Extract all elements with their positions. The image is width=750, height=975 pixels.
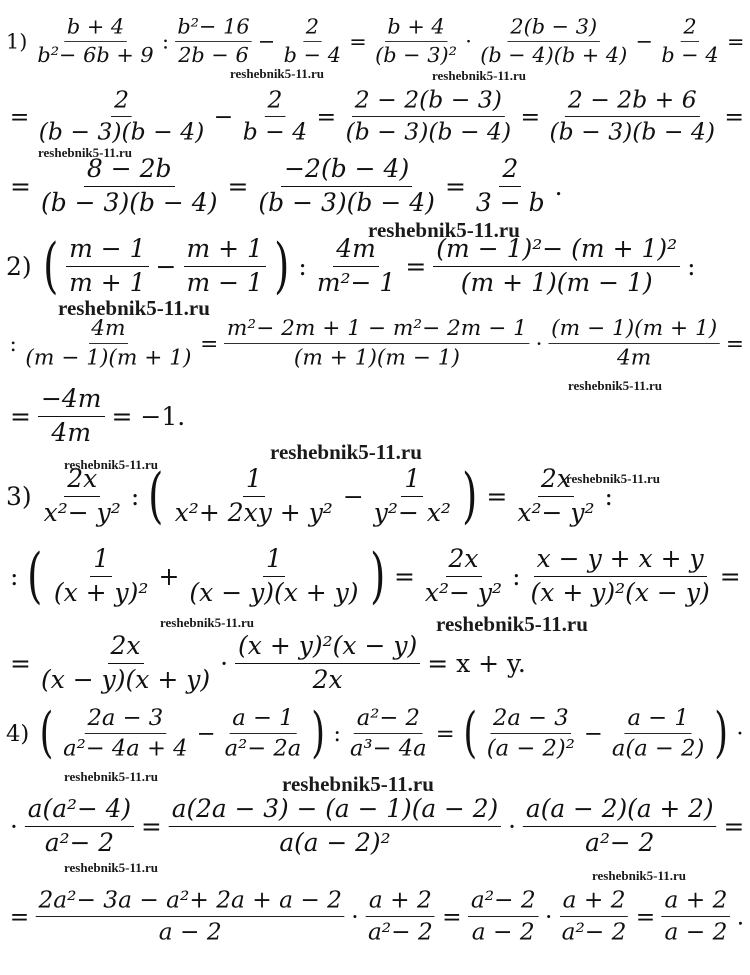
fraction xyxy=(422,545,505,608)
operator: = x + y. xyxy=(427,648,526,678)
fraction xyxy=(659,15,721,67)
problem-number: 1) xyxy=(6,29,28,54)
watermark: reshebnik5-11.ru xyxy=(432,68,527,83)
fraction-denominator: a²− 2 xyxy=(561,917,627,945)
fraction-numerator: a + 2 xyxy=(560,887,628,917)
operator: : xyxy=(9,330,17,356)
fraction-numerator: 2x xyxy=(446,545,482,577)
fraction-denominator: a − 2 xyxy=(471,917,535,945)
watermark: reshebnik5-11.ru xyxy=(38,145,133,160)
fraction-numerator: (x + y)²(x − y) xyxy=(235,632,420,664)
fraction xyxy=(184,235,266,298)
fraction-denominator: x²− y² xyxy=(517,497,595,527)
fraction-numerator: −4m xyxy=(38,385,105,417)
watermark: reshebnik5-11.ru xyxy=(592,868,687,883)
fraction-denominator: a²− 2a xyxy=(224,734,302,761)
fraction xyxy=(169,795,501,857)
fraction-numerator: 2 xyxy=(499,155,521,187)
solution-4-line-2 xyxy=(6,794,745,857)
fraction xyxy=(25,795,134,857)
fraction-numerator: 2 xyxy=(681,15,699,41)
operator: : xyxy=(512,561,521,591)
fraction-denominator: (b − 3)² xyxy=(375,42,457,67)
fraction-numerator: a²− 2 xyxy=(468,887,538,917)
fraction xyxy=(38,385,105,448)
fraction-denominator: (x − y)(x + y) xyxy=(189,577,359,607)
fraction-numerator: a(2a − 3) − (a − 1)(a − 2) xyxy=(169,795,501,826)
fraction-denominator: x²− y² xyxy=(43,497,121,527)
operator: . xyxy=(736,902,745,930)
operator: − xyxy=(635,29,654,54)
parenthesis: ( xyxy=(27,541,43,612)
fraction xyxy=(35,15,156,67)
fraction-denominator: 4m xyxy=(51,417,92,447)
problem-number: 3) xyxy=(6,481,32,511)
fraction-denominator: a(a − 2) xyxy=(611,734,705,761)
operator: − xyxy=(155,251,177,281)
fraction xyxy=(468,887,538,945)
parenthesis: ( xyxy=(462,701,477,765)
fraction xyxy=(255,155,438,218)
fraction-numerator: 2 − 2(b − 3) xyxy=(352,87,505,117)
watermark: reshebnik5-11.ru xyxy=(436,612,588,636)
fraction-numerator: a − 1 xyxy=(625,705,692,734)
operator: : xyxy=(687,251,696,281)
fraction-numerator: (m − 1)(m + 1) xyxy=(549,316,720,343)
fraction xyxy=(478,15,630,67)
operator: · xyxy=(508,811,516,841)
fraction-denominator: a²− 2 xyxy=(585,827,655,857)
operator: · xyxy=(9,811,18,841)
watermark: reshebnik5-11.ru xyxy=(160,615,255,630)
parenthesis: ) xyxy=(274,231,290,302)
fraction xyxy=(36,87,207,146)
operator: . xyxy=(554,171,563,201)
operator: + xyxy=(158,561,180,591)
operator: = xyxy=(444,171,466,201)
fraction-numerator: a − 1 xyxy=(230,705,297,734)
fraction-denominator: (x − y)(x + y) xyxy=(40,664,211,694)
fraction xyxy=(609,705,707,762)
fraction xyxy=(240,87,310,146)
fraction xyxy=(373,15,460,67)
operator: − xyxy=(213,102,234,130)
fraction xyxy=(371,465,454,528)
fraction-denominator: 2x xyxy=(312,664,343,694)
fraction-numerator: 1 xyxy=(243,465,265,497)
fraction-numerator: x − y + x + y xyxy=(534,545,707,577)
fraction xyxy=(38,155,221,218)
fraction-denominator: (b − 3)(b − 4) xyxy=(258,187,435,217)
fraction-numerator: 2a − 3 xyxy=(490,705,571,734)
fraction-denominator: a²− 2 xyxy=(44,827,115,857)
fraction xyxy=(175,15,252,67)
fraction xyxy=(224,316,529,370)
fraction-denominator: (b − 4)(b + 4) xyxy=(480,42,628,67)
fraction-denominator: (m + 1)(m − 1) xyxy=(293,344,460,370)
problem-number: 4) xyxy=(6,720,30,747)
fraction-denominator: x²− y² xyxy=(424,577,503,607)
fraction-denominator: x²+ 2xy + y² xyxy=(174,497,333,527)
fraction xyxy=(484,705,577,762)
fraction-numerator: 2a²− 3a − a²+ 2a + a − 2 xyxy=(36,887,345,917)
fraction-numerator: a(a − 2)(a + 2) xyxy=(523,795,717,826)
fraction-numerator: 2 xyxy=(303,15,321,41)
solution-2-line-1 xyxy=(6,231,744,302)
operator: = −1. xyxy=(111,401,186,431)
fraction-denominator: b − 4 xyxy=(283,42,341,67)
fraction-numerator: (m − 1)²− (m + 1)² xyxy=(433,235,680,267)
fraction-denominator: m − 1 xyxy=(186,267,263,297)
parenthesis: ( xyxy=(148,461,164,532)
fraction-numerator: 2(b − 3) xyxy=(508,15,600,41)
fraction-numerator: 2x xyxy=(64,465,100,497)
fraction xyxy=(365,887,435,945)
watermark: reshebnik5-11.ru xyxy=(64,457,159,472)
fraction-numerator: 2a − 3 xyxy=(85,705,166,734)
parenthesis: ) xyxy=(714,701,729,765)
parenthesis: ) xyxy=(311,701,326,765)
fraction-numerator: −2(b − 4) xyxy=(281,155,412,187)
watermark: reshebnik5-11.ru xyxy=(368,218,520,242)
fraction xyxy=(559,887,629,945)
fraction xyxy=(186,545,361,608)
operator: = xyxy=(435,720,455,747)
operator: = xyxy=(200,330,219,356)
operator: = xyxy=(520,102,541,130)
operator: : xyxy=(10,561,19,591)
fraction-denominator: y²− x² xyxy=(373,497,451,527)
fraction xyxy=(172,465,336,528)
fraction-denominator: (x + y)²(x − y) xyxy=(530,577,710,607)
fraction-numerator: 8 − 2b xyxy=(84,155,175,187)
fraction-numerator: 2 xyxy=(111,87,132,117)
fraction-denominator: a(a − 2)² xyxy=(279,827,391,857)
fraction-denominator: a²− 4a + 4 xyxy=(63,734,188,761)
operator: : xyxy=(298,251,307,281)
fraction-denominator: b²− 6b + 9 xyxy=(37,42,154,67)
solution-2-line-3 xyxy=(6,385,744,448)
solution-1-line-2 xyxy=(6,86,745,146)
operator: = xyxy=(719,561,741,591)
operator: = xyxy=(10,171,31,201)
operator: = xyxy=(725,330,744,356)
fraction xyxy=(36,887,345,945)
fraction xyxy=(343,87,514,146)
fraction-numerator: a²− 2 xyxy=(354,705,423,734)
parenthesis: ) xyxy=(369,541,385,612)
fraction-numerator: 4m xyxy=(333,235,379,267)
fraction xyxy=(549,316,720,370)
fraction-denominator: (x + y)² xyxy=(53,577,149,607)
fraction-denominator: m²− 1 xyxy=(316,267,396,297)
fraction-numerator: b²− 16 xyxy=(175,15,252,41)
operator: · xyxy=(465,29,472,54)
fraction xyxy=(38,632,213,695)
fraction xyxy=(66,235,148,298)
fraction-numerator: 1 xyxy=(263,545,285,577)
fraction-denominator: (m + 1)(m − 1) xyxy=(460,267,653,297)
fraction-numerator: b + 4 xyxy=(385,15,447,41)
fraction-numerator: 4m xyxy=(89,316,128,343)
fraction-denominator: (b − 3)(b − 4) xyxy=(38,117,205,145)
operator: = xyxy=(10,401,31,431)
operator: · xyxy=(220,648,229,678)
problem-number: 2) xyxy=(6,251,32,281)
watermark: reshebnik5-11.ru xyxy=(270,440,422,464)
fraction xyxy=(473,155,548,218)
operator: · xyxy=(351,902,359,930)
fraction-numerator: 1 xyxy=(401,465,423,497)
fraction-numerator: m²− 2m + 1 − m²− 2m − 1 xyxy=(224,316,529,343)
solution-3-line-3 xyxy=(6,632,744,695)
fraction-denominator: 4m xyxy=(617,344,652,370)
parenthesis: ) xyxy=(462,461,478,532)
operator: : xyxy=(604,481,613,511)
watermark: reshebnik5-11.ru xyxy=(230,66,325,81)
operator: = xyxy=(9,102,30,130)
fraction xyxy=(433,235,680,298)
solution-4-line-3 xyxy=(6,886,745,945)
parenthesis: ( xyxy=(39,701,54,765)
fraction-denominator: a²− 2 xyxy=(367,917,433,945)
fraction xyxy=(281,15,343,67)
operator: = xyxy=(140,811,162,841)
fraction-numerator: 2x xyxy=(538,465,574,497)
watermark: reshebnik5-11.ru xyxy=(568,378,663,393)
operator: · xyxy=(736,720,744,747)
operator: = xyxy=(227,171,249,201)
watermark: reshebnik5-11.ru xyxy=(566,471,661,486)
operator: = xyxy=(10,648,31,678)
fraction xyxy=(523,795,717,857)
fraction xyxy=(547,87,718,146)
operator: − xyxy=(583,720,603,747)
fraction xyxy=(662,887,730,945)
operator: = xyxy=(486,481,508,511)
fraction xyxy=(41,465,124,528)
operator: = xyxy=(726,29,745,54)
fraction xyxy=(235,632,420,695)
fraction-numerator: a(a²− 4) xyxy=(25,795,134,826)
fraction-denominator: (b − 3)(b − 4) xyxy=(549,117,716,145)
fraction xyxy=(23,316,194,370)
operator: − xyxy=(196,720,216,747)
operator: = xyxy=(724,102,745,130)
operator: : xyxy=(161,29,169,54)
fraction-numerator: a + 2 xyxy=(366,887,434,917)
operator: − xyxy=(342,481,364,511)
fraction-numerator: 2x xyxy=(108,632,144,664)
fraction-numerator: m − 1 xyxy=(66,235,148,267)
fraction-numerator: 1 xyxy=(90,545,112,577)
solution-3-line-2 xyxy=(6,541,744,612)
fraction xyxy=(347,705,429,762)
fraction-numerator: 2 xyxy=(265,87,286,117)
fraction-denominator: b − 4 xyxy=(242,117,308,145)
solution-1-line-3 xyxy=(6,155,744,218)
fraction xyxy=(528,545,713,608)
operator: = xyxy=(405,251,427,281)
operator: = xyxy=(349,29,367,54)
operator: = xyxy=(635,902,656,930)
fraction xyxy=(51,545,152,608)
fraction xyxy=(222,705,304,762)
operator: = xyxy=(442,902,462,930)
fraction-denominator: b − 4 xyxy=(661,42,719,67)
solution-2-line-2 xyxy=(6,315,744,370)
fraction-denominator: a³− 4a xyxy=(350,734,427,761)
fraction-denominator: 3 − b xyxy=(475,187,545,217)
operator: = xyxy=(723,811,745,841)
fraction-numerator: 2 − 2b + 6 xyxy=(565,87,699,117)
operator: · xyxy=(535,330,543,356)
operator: = xyxy=(9,902,30,930)
fraction-numerator: a + 2 xyxy=(662,887,730,917)
watermark: reshebnik5-11.ru xyxy=(58,296,210,320)
parenthesis: ( xyxy=(42,231,58,302)
fraction xyxy=(314,235,399,298)
fraction-denominator: (b − 3)(b − 4) xyxy=(40,187,218,217)
fraction-denominator: (m − 1)(m + 1) xyxy=(25,344,192,370)
operator: = xyxy=(316,102,337,130)
fraction-denominator: a − 2 xyxy=(664,917,728,945)
watermark: reshebnik5-11.ru xyxy=(64,860,159,875)
fraction-numerator: m + 1 xyxy=(184,235,266,267)
fraction-denominator: (a − 2)² xyxy=(486,734,575,761)
fraction-numerator: b + 4 xyxy=(64,15,126,41)
fraction-denominator: (b − 3)(b − 4) xyxy=(345,117,512,145)
operator: · xyxy=(544,902,553,930)
watermark: reshebnik5-11.ru xyxy=(282,772,434,796)
watermark: reshebnik5-11.ru xyxy=(64,769,159,784)
solution-4-line-1 xyxy=(6,701,744,765)
fraction xyxy=(60,705,190,762)
fraction-denominator: 2b − 6 xyxy=(178,42,249,67)
fraction-denominator: m + 1 xyxy=(69,267,146,297)
operator: : xyxy=(130,481,140,511)
operator: − xyxy=(257,29,276,54)
solution-1-line-1 xyxy=(6,14,745,67)
operator: = xyxy=(393,561,415,591)
operator: : xyxy=(333,720,341,747)
fraction-denominator: a − 2 xyxy=(158,917,222,945)
